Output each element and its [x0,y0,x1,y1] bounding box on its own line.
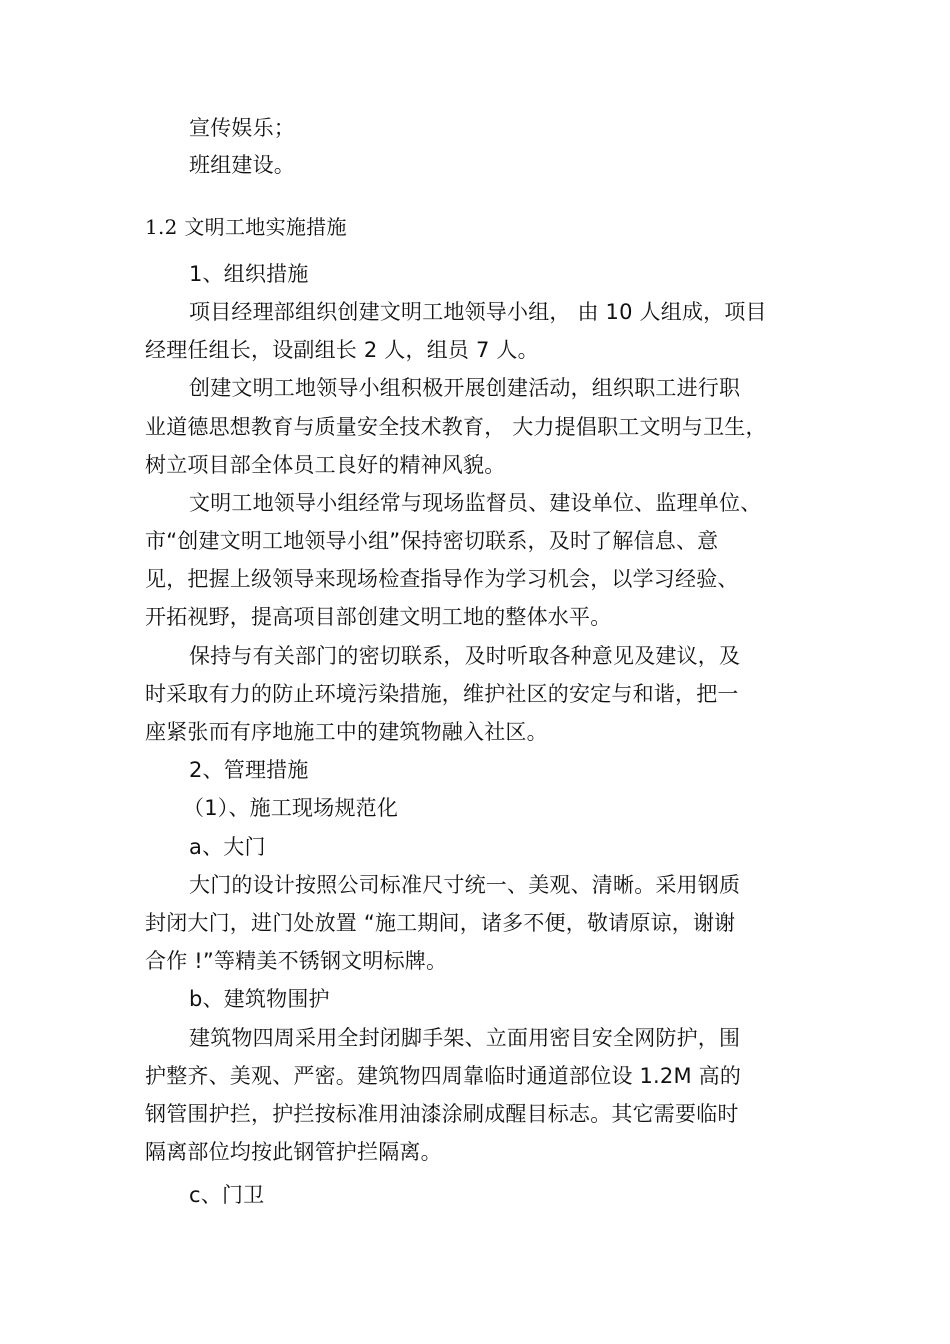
item-heading: a、大门 [189,835,266,859]
paragraph-line: 座紧张而有序地施工中的建筑物融入社区。 [145,720,548,744]
paragraph-line: 开拓视野，提高项目部创建文明工地的整体水平。 [145,605,612,629]
paragraph-line: 护整齐、美观、严密。建筑物四周靠临时通道部位设 1.2M 高的 [145,1064,742,1088]
paragraph-line: 见，把握上级领导来现场检查指导作为学习机会，以学习经验、 [145,567,739,591]
paragraph-line: 建筑物四周采用全封闭脚手架、立面用密目安全网防护，围 [189,1026,741,1050]
paragraph-line: 项目经理部组织创建文明工地领导小组， 由 10 人组成，项目 [189,300,767,324]
paragraph-line: 隔离部位均按此钢管护拦隔离。 [145,1140,442,1164]
subsection-heading: 1、组织措施 [189,262,309,286]
list-item: 班组建设。 [189,153,295,177]
paragraph-line: 合作 !”等精美不锈钢文明标牌。 [145,949,448,973]
subsection-heading: （1）、施工现场规范化 [183,796,399,820]
section-heading: 1.2 文明工地实施措施 [145,215,347,239]
paragraph-line: 树立项目部全体员工良好的精神风貌。 [145,453,506,477]
paragraph-line: 创建文明工地领导小组积极开展创建活动，组织职工进行职 [189,376,741,400]
subsection-heading: 2、管理措施 [189,758,309,782]
paragraph-line: 保持与有关部门的密切联系，及时听取各种意见及建议，及 [189,644,741,668]
list-item: 宣传娱乐； [189,116,295,140]
paragraph-line: 业道德思想教育与质量安全技术教育， 大力提倡职工文明与卫生， [145,415,767,439]
paragraph-line: 大门的设计按照公司标准尺寸统一、美观、清晰。采用钢质 [189,873,741,897]
item-heading: c、门卫 [189,1183,265,1207]
paragraph-line: 文明工地领导小组经常与现场监督员、建设单位、监理单位、 [189,491,762,515]
paragraph-line: 市“创建文明工地领导小组”保持密切联系，及时了解信息、意 [145,529,719,553]
paragraph-line: 经理任组长，设副组长 2 人，组员 7 人。 [145,338,539,362]
item-heading: b、建筑物围护 [189,987,330,1011]
paragraph-line: 钢管围护拦，护拦按标准用油漆涂刷成醒目标志。其它需要临时 [145,1102,739,1126]
paragraph-line: 封闭大门，进门处放置 “施工期间，诸多不便，敬请原谅，谢谢 [145,911,736,935]
paragraph-line: 时采取有力的防止环境污染措施，维护社区的安定与和谐，把一 [145,682,739,706]
